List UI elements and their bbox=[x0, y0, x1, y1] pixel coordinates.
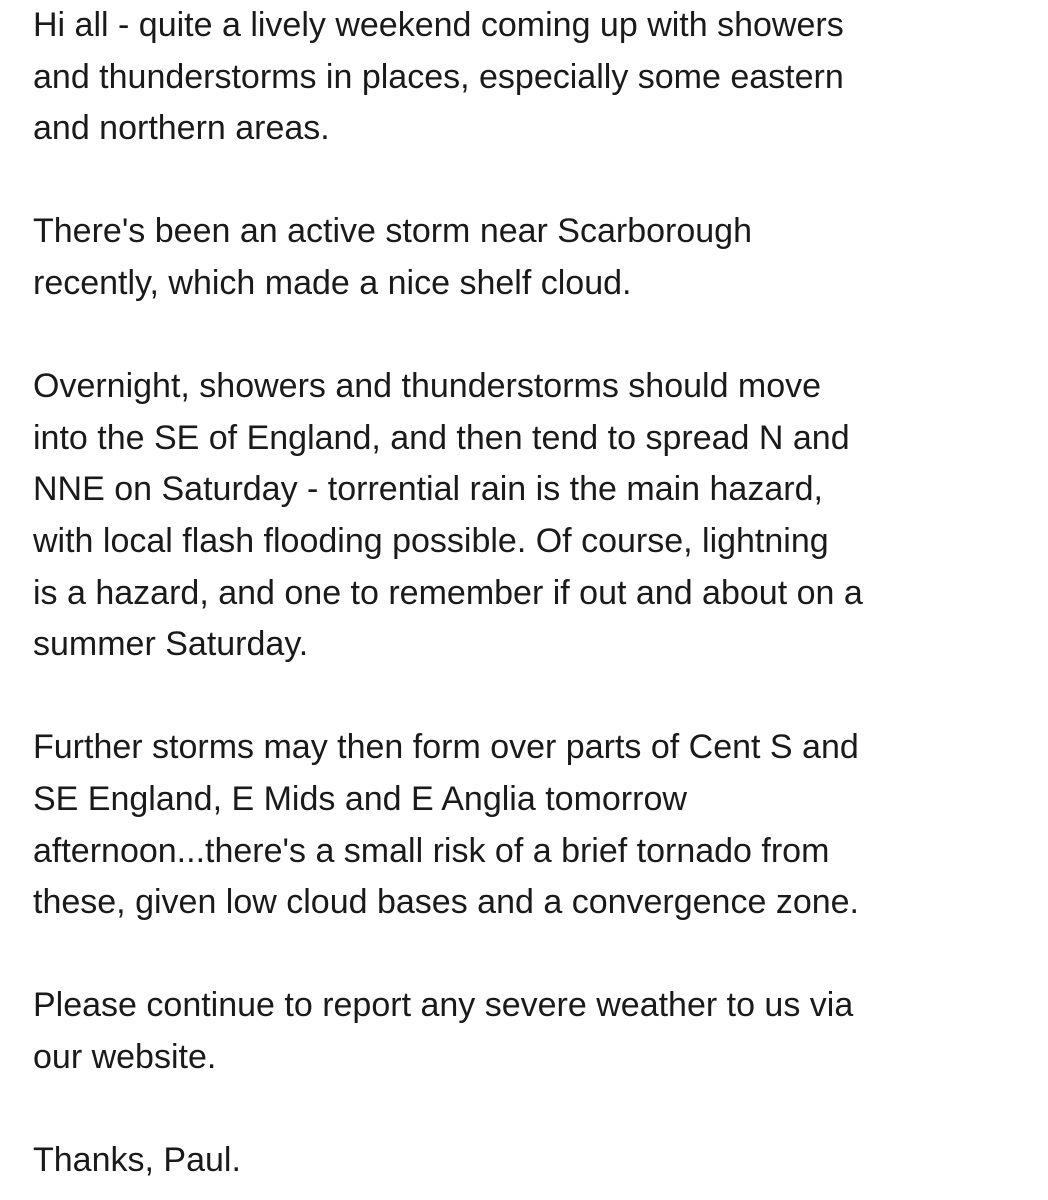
text-line: Please continue to report any severe weather to us via bbox=[33, 986, 854, 1025]
paragraph-report-request bbox=[33, 980, 1033, 1083]
text-line: Thanks, Paul. bbox=[33, 1141, 241, 1180]
text-line: NNE on Saturday - torrential rain is the main hazard, bbox=[33, 470, 823, 509]
text-line: There's been an active storm near Scarborough bbox=[33, 212, 752, 251]
text-line: afternoon...there's a small risk of a brief tornado from bbox=[33, 831, 830, 870]
post-body bbox=[33, 0, 1033, 1187]
text-line: into the SE of England, and then tend to spread N and bbox=[33, 418, 850, 457]
text-line: Hi all - quite a lively weekend coming up with showers bbox=[33, 6, 844, 44]
text-line: our website. bbox=[33, 1037, 217, 1076]
paragraph-scarborough-storm bbox=[33, 206, 1033, 309]
paragraph-weekend-outlook bbox=[33, 0, 1033, 155]
paragraph-signoff bbox=[33, 1135, 1033, 1187]
text-line: and thunderstorms in places, especially some eastern bbox=[33, 57, 844, 96]
text-line: Overnight, showers and thunderstorms should move bbox=[33, 367, 822, 406]
text-line: is a hazard, and one to remember if out and about on a bbox=[33, 573, 863, 612]
text-line: Further storms may then form over parts of Cent S and bbox=[33, 728, 859, 767]
text-line: SE England, E Mids and E Anglia tomorrow bbox=[33, 779, 687, 818]
text-line: and northern areas. bbox=[33, 109, 330, 148]
text-line: summer Saturday. bbox=[33, 625, 309, 664]
text-line: with local flash flooding possible. Of course, lightning bbox=[33, 521, 829, 560]
text-line: recently, which made a nice shelf cloud. bbox=[33, 263, 632, 302]
paragraph-overnight-forecast bbox=[33, 361, 1033, 671]
text-line: these, given low cloud bases and a convergence zone. bbox=[33, 883, 859, 922]
paragraph-further-storms bbox=[33, 722, 1033, 928]
